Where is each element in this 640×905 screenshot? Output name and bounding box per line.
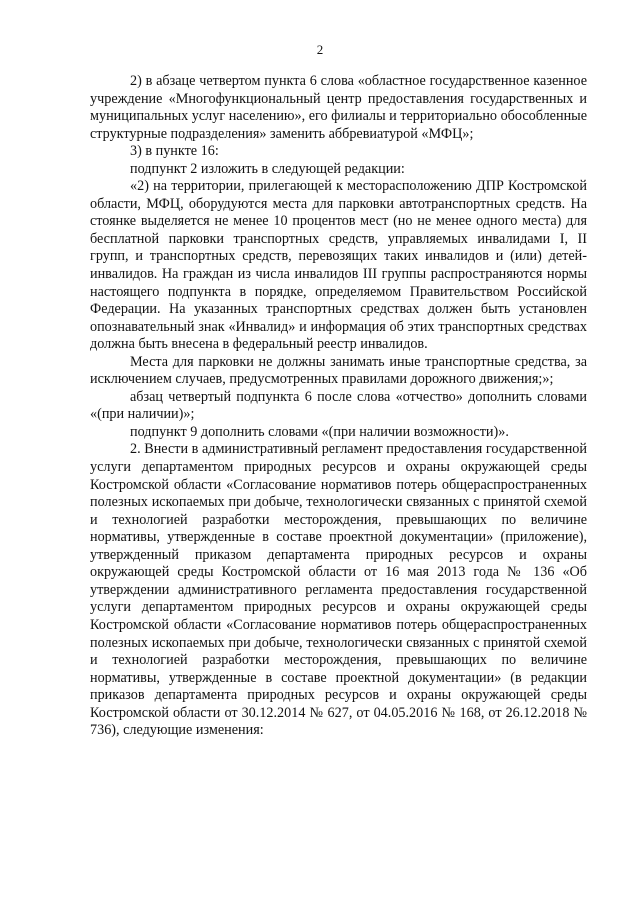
page-number: 2 bbox=[316, 42, 324, 57]
paragraph-mfc-abbreviation: 2) в абзаце четвертом пункта 6 слова «областное государственное казенное учреждение «Многофункциональный центр предоставления государственных и муниципальных услуг населению», его филиалы и территориально обособленные структурные подразделения» заменить аббревиатурой «МФЦ»; bbox=[90, 73, 587, 142]
paragraph-parking-rules: «2) на территории, прилегающей к месторасположению ДПР Костромской области, МФЦ, оборудуются места для парковки автотранспортных средств. На стоянке выделяется не менее 10 процентов мест (но не менее одного места) для бесплатной парковки транспортных средств, управляемых инвалидами I, II групп, и транспортных средств, перевозящих таких инвалидов и (или) детей-инвалидов. На граждан из числа инвалидов III группы распространяются нормы настоящего подпункта в порядке, определяемом Правительством Российской Федерации. На указанных транспортных средствах должен быть установлен опознавательный знак «Инвалид» и информация об этих транспортных средствах должна быть внесена в федеральный реестр инвалидов. bbox=[90, 178, 587, 353]
paragraph-point-16: 3) в пункте 16: bbox=[130, 143, 219, 160]
paragraph-amend-regulation: 2. Внести в административный регламент предоставления государственной услуги департаментом природных ресурсов и охраны окружающей среды Костромской области «Согласование нормативов потерь общераспространенных полезных ископаемых при добыче, технологически связанных с принятой схемой и технологией разработки месторождения, превышающих по величине нормативы, утвержденные в составе проектной документации» (приложение), утвержденный приказом департамента природных ресурсов и охраны окружающей среды Костромской области от 16 мая 2013 года № 136 «Об утверждении административного регламента предоставления государственной услуги департаментом природных ресурсов и охраны окружающей среды Костромской области «Согласование нормативов потерь общераспространенных полезных ископаемых при добыче, технологически связанных с принятой схемой и технологией разработки месторождения, превышающих по величине нормативы, утвержденные в составе проектной документации» (в редакции приказов департамента природных ресурсов и охраны окружающей среды Костромской области от 30.12.2014 № 627, от 04.05.2016 № 168, от 26.12.2018 № 736), следующие изменения: bbox=[90, 441, 587, 739]
paragraph-subpoint-6: абзац четвертый подпункта 6 после слова «отчество» дополнить словами «(при наличии)»; bbox=[90, 388, 587, 423]
paragraph-subpoint-2-intro: подпункт 2 изложить в следующей редакции: bbox=[130, 160, 405, 177]
paragraph-subpoint-9: подпункт 9 дополнить словами «(при наличии возможности)». bbox=[130, 423, 509, 440]
paragraph-parking-restriction: Места для парковки не должны занимать иные транспортные средства, за исключением случаев, предусмотренных правилами дорожного движения;»; bbox=[90, 353, 587, 388]
document-body bbox=[90, 73, 587, 740]
